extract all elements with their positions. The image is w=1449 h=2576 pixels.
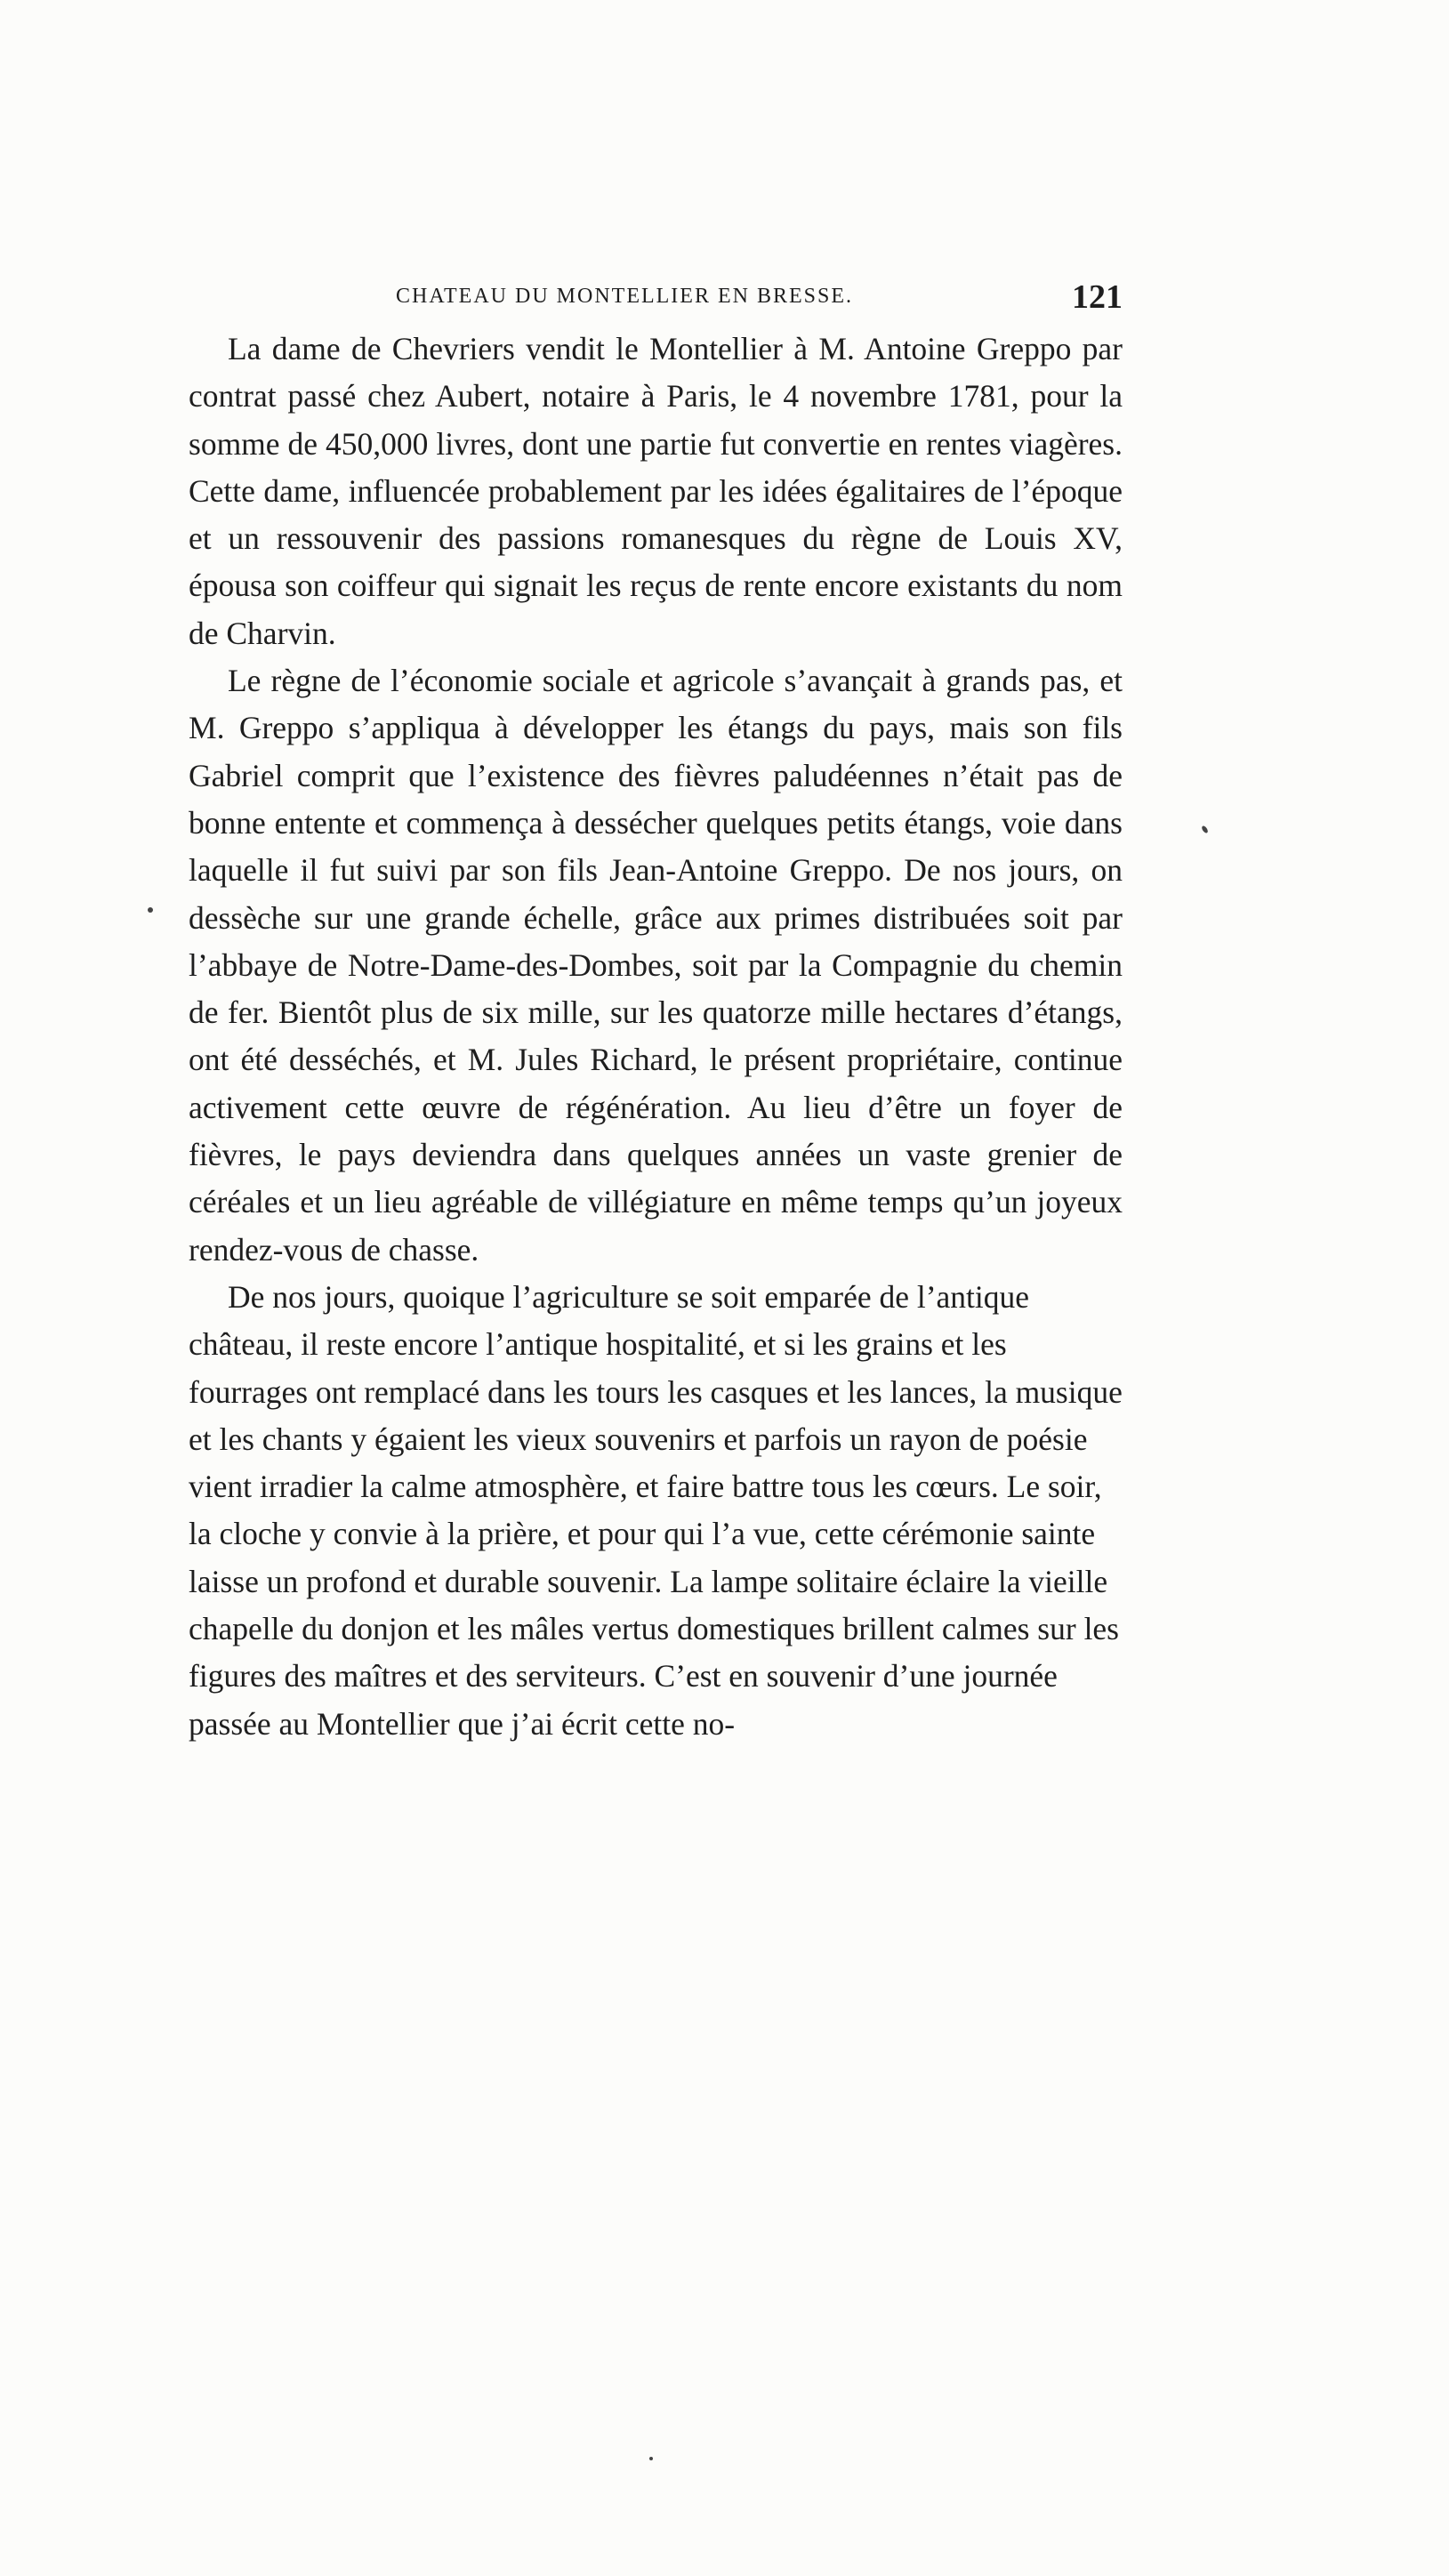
print-speck [649,2457,653,2460]
paragraph-3: De nos jours, quoique l’agriculture se soit emparée de l’antique château, il reste encore l’antique hospitalité, et si les grains et les fourrages ont remplacé dans les tours les casques et les lances, la musique et les chants y égaient les vieux souvenirs et parfois un rayon de poésie vient irradier la calme atmosphère, et faire battre tous les cœurs. Le soir, la cloche y convie à la prière, et pour qui l’a vue, cette cérémonie sainte laisse un profond et durable souvenir. La lampe solitaire éclaire la vieille chapelle du donjon et les mâles vertus domestiques brillent calmes sur les figures des maîtres et des serviteurs. C’est en souvenir d’une journée passée au Montellier que j’ai écrit cette no- [189,1278,1123,1742]
print-speck [1201,825,1209,833]
paragraph-1: La dame de Chevriers vendit le Montellier à M. Antoine Greppo par contrat passé chez Aubert, notaire à Paris, le 4 novembre 1781, pour la somme de 450,000 livres, dont une partie fut convertie en rentes viagères. Cette dame, influencée probablement par les idées égalitaires de l’époque et un ressouvenir des passions romanesques du règne de Louis XV, épousa son coiffeur qui signait les reçus de rente encore existants du nom de Charvin. [189,331,1123,651]
running-head [189,278,1123,318]
body-text [189,326,1123,1748]
page-number: 121 [1072,278,1123,316]
running-title: CHATEAU DU MONTELLIER EN BRESSE. [396,285,853,308]
print-speck [148,907,153,913]
paragraph-2: Le règne de l’économie sociale et agricole s’avançait à grands pas, et M. Greppo s’appliqua à développer les étangs du pays, mais son fils Gabriel comprit que l’existence des fièvres paludéennes n’était pas de bonne entente et commença à dessécher quelques petits étangs, voie dans laquelle il fut suivi par son fils Jean-Antoine Greppo. De nos jours, on dessèche sur une grande échelle, grâce aux primes distribuées soit par l’abbaye de Notre-Dame-des-Dombes, soit par la Compagnie du chemin de fer. Bientôt plus de six mille, sur les quatorze mille hectares d’étangs, ont été desséchés, et M. Jules Richard, le présent propriétaire, continue activement cette œuvre de régénération. Au lieu d’être un foyer de fièvres, le pays deviendra dans quelques années un vaste grenier de céréales et un lieu agréable de villégiature en même temps qu’un joyeux rendez-vous de chasse. [189,663,1123,1268]
